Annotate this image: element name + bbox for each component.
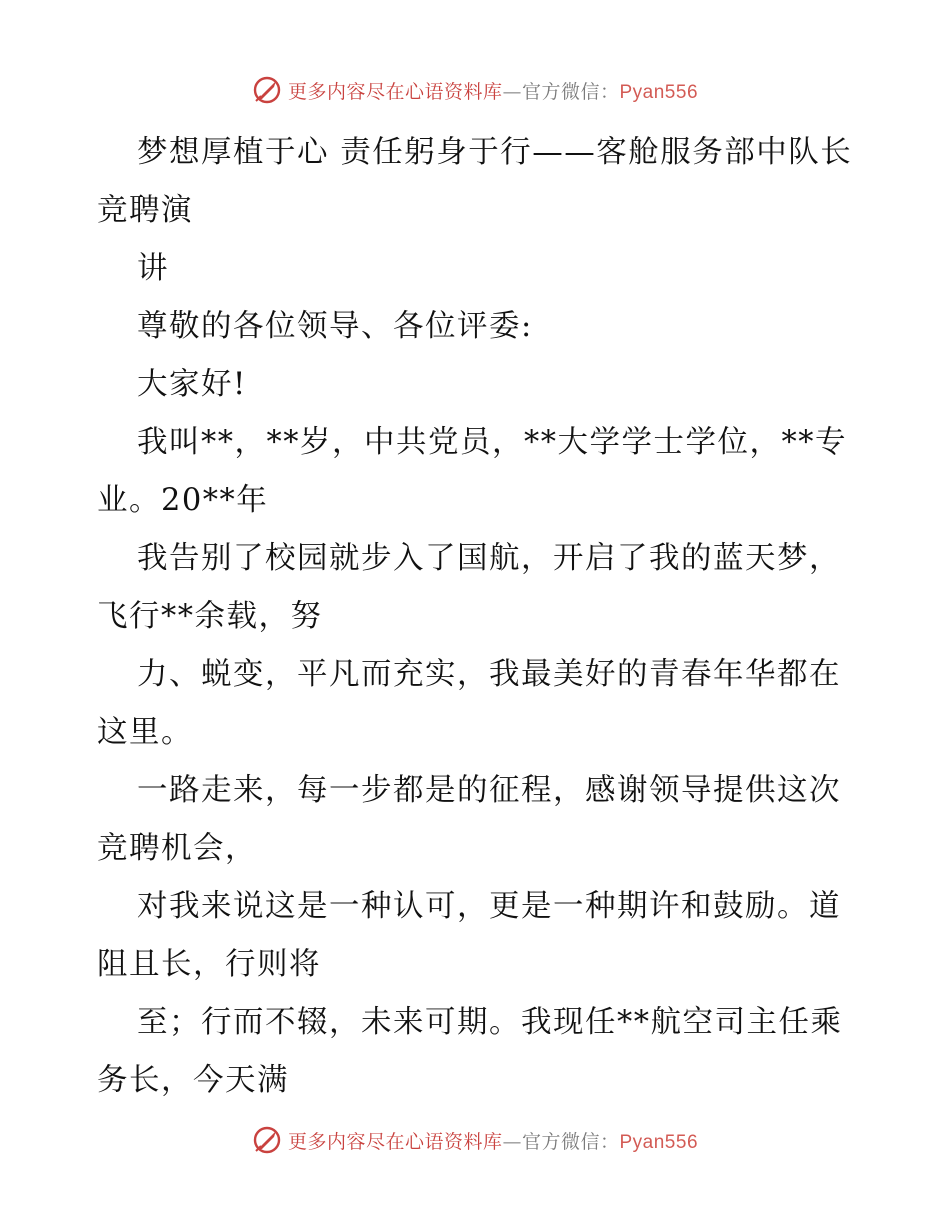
paragraph: 我叫**，**岁，中共党员，**大学学士学位，**专业。20**年 [97,425,847,518]
paragraph: 一路走来，每一步都是的征程，感谢领导提供这次竞聘机会， [97,773,841,866]
paragraph: 力、蜕变，平凡而充实，我最美好的青春年华都在这里。 [97,657,841,750]
paragraph: 尊敬的各位领导、各位评委: [137,309,533,344]
watermark-site-name: 更多内容尽在心语资料库 [287,80,503,103]
paragraph: 我告别了校园就步入了国航，开启了我的蓝天梦，飞行**余载，努 [97,541,841,634]
watermark-text [288,1127,698,1154]
paragraph: 至；行而不辍，未来可期。我现任**航空司主任乘务长，今天满 [97,1005,843,1098]
watermark-dash: — [502,80,522,103]
watermark-dash: — [502,1130,522,1153]
watermark-site-name: 更多内容尽在心语资料库 [287,1130,503,1153]
watermark-wechat-label: 官方微信： [521,80,620,103]
quill-logo-icon [252,1125,282,1155]
paragraph: 梦想厚植于心 责任躬身于行——客舱服务部中队长竞聘演 [97,135,853,228]
paragraph: 对我来说这是一种认可，更是一种期许和鼓励。道阻且长，行则将 [97,889,841,982]
watermark-wechat-label: 官方微信： [521,1130,620,1153]
watermark-wechat-id: Pyan556 [619,81,699,103]
watermark-text [288,77,698,104]
quill-logo-icon [252,75,282,105]
footer-watermark-banner [0,1120,950,1160]
paragraph: 大家好! [137,367,247,402]
document-body [97,124,857,1110]
paragraph: 讲 [137,251,169,286]
watermark-wechat-id: Pyan556 [619,1131,699,1153]
header-watermark-banner [0,70,950,110]
